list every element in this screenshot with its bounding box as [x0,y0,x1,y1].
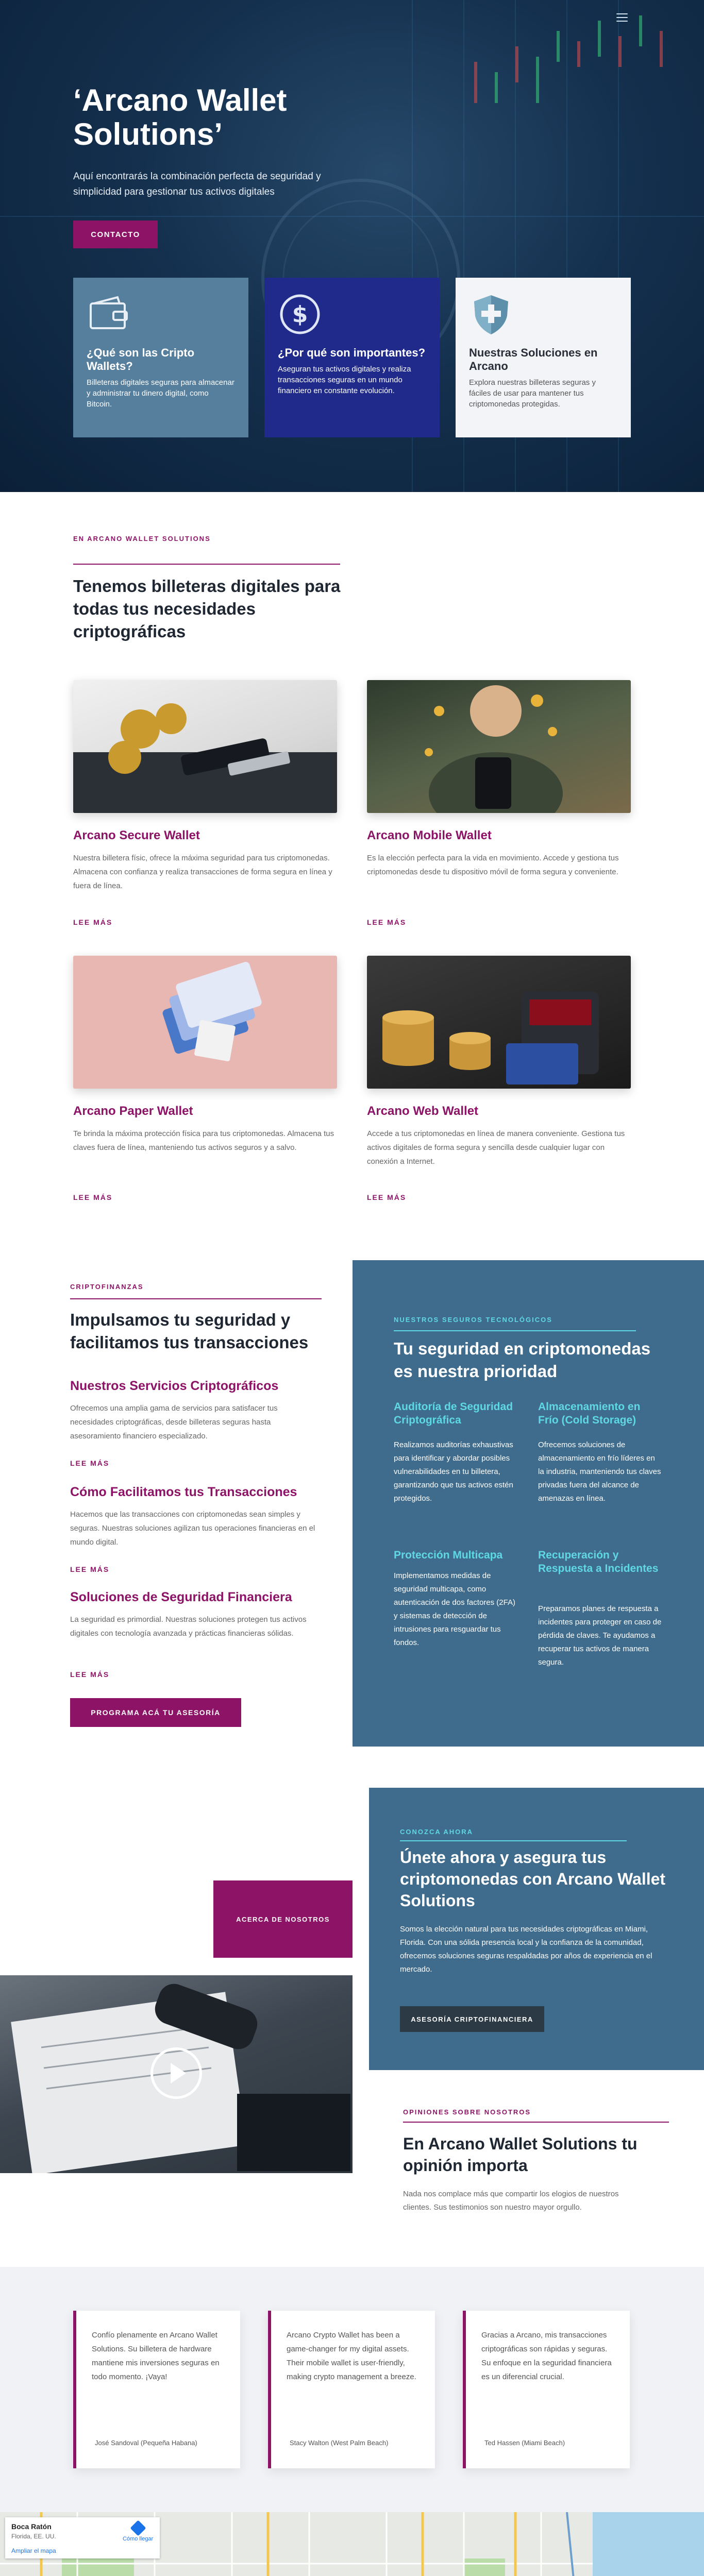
mobile-wallet-photo [367,680,631,813]
section-divider [400,1840,627,1841]
hero-title: ‘Arcano Wallet Solutions’ [73,83,287,151]
join-heading: Únete ahora y asegura tus criptomonedas con Arcano Wallet Solutions [400,1848,666,1910]
testimonial-card [463,2311,630,2468]
map-info-card [5,2517,160,2558]
services-heading: Impulsamos tu seguridad y facilitamos tus transacciones [70,1310,309,1352]
testimonial-quote: Gracias a Arcano, mis transacciones criptográficas son rápidas y seguras. Su enfoque en la seguridad financiera es un diferencial crucial. [481,2331,612,2381]
read-more-link[interactable]: LEE MÁS [73,1193,113,1201]
contact-button[interactable]: CONTACTO [73,221,158,248]
schedule-advisory-button[interactable]: PROGRAMA ACÁ TU ASESORÍA [70,1698,241,1727]
card-desc: Aseguran tus activos digitales y realiza transacciones seguras en un mundo financiero en constante evolución. [278,365,411,395]
directions-label: Cómo llegar [123,2536,154,2542]
opinions-desc: Nada nos complace más que compartir los elogios de nuestros clientes. Sus testimonios son nuestro mayor orgullo. [403,2190,619,2212]
testimonial-author: Ted Hassen (Miami Beach) [484,2439,565,2447]
tech-feature-title: Auditoría de Seguridad Criptográfica [394,1401,513,1426]
read-more-link[interactable]: LEE MÁS [73,918,113,926]
read-more-link[interactable]: LEE MÁS [367,1193,407,1201]
map-embed[interactable] [0,2512,704,2576]
tech-heading: Tu seguridad en criptomonedas es nuestra prioridad [394,1339,651,1381]
card-desc: Explora nuestras billeteras seguras y fáciles de usar para mantener tus criptomonedas protegidas. [469,378,596,409]
opinions-heading: En Arcano Wallet Solutions tu opinión importa [403,2134,638,2175]
testimonial-quote: Confío plenamente en Arcano Wallet Solutions. Su billetera de hardware mantiene mis inversiones seguras en todo momento. ¡Vaya! [92,2331,220,2381]
opinions-label: OPINIONES SOBRE NOSOTROS [403,2108,531,2116]
web-wallet-photo [367,956,631,1089]
coins-terminal-image [367,956,631,1089]
svg-text:$: $ [292,301,308,328]
service-title: Nuestros Servicios Criptográficos [70,1379,279,1393]
card-what-are-wallets [73,278,248,437]
section-divider [403,2122,669,2123]
product-title[interactable]: Arcano Secure Wallet [73,828,200,842]
card-our-solutions [456,278,631,437]
testimonial-card [268,2311,435,2468]
product-title[interactable]: Arcano Web Wallet [367,1104,479,1118]
service-desc: La seguridad es primordial. Nuestras soluciones protegen tus activos digitales con tecnología avanzada y prácticas financieras sólidas. [70,1615,307,1638]
card-title: ¿Qué son las Cripto Wallets? [87,346,195,372]
service-title: Cómo Facilitamos tus Transacciones [70,1485,297,1499]
read-more-link[interactable]: LEE MÁS [70,1670,110,1679]
service-desc: Ofrecemos una amplia gama de servicios para satisfacer tus necesidades criptográficas, desde billeteras seguras hasta asesoramiento financiero especializado. [70,1404,278,1440]
about-us-button[interactable]: ACERCA DE NOSOTROS [213,1880,353,1958]
card-desc: Billeteras digitales seguras para almacenar y administrar tu dinero digital, como Bitcoin. [87,378,234,409]
dollar-icon [278,292,322,336]
tech-panel [353,1260,704,1747]
service-desc: Hacemos que las transacciones con criptomonedas sean simples y seguras. Nuestras soluciones agilizan tus operaciones financieras en el mundo digital. [70,1510,315,1547]
map-region: Florida, EE. UU. [11,2533,56,2540]
cards-image [73,956,337,1089]
card-title: ¿Por qué son importantes? [278,346,426,359]
product-desc: Accede a tus criptomonedas en línea de manera conveniente. Gestiona tus activos digitales de forma segura y sencilla desde cualquier lugar con conexión a Internet. [367,1129,625,1166]
secure-wallet-photo [73,680,337,813]
products-heading: Tenemos billeteras digitales para todas tus necesidades criptográficas [73,577,341,641]
testimonial-quote: Arcano Crypto Wallet has been a game-changer for my digital assets. Their mobile wallet is user-friendly, making crypto management a breeze. [287,2331,416,2381]
section-divider [73,564,340,565]
hardware-wallet-image [73,680,337,813]
wallet-icon [87,292,131,336]
products-label: EN ARCANO WALLET SOLUTIONS [73,535,211,543]
product-desc: Nuestra billetera físic, ofrece la máxima seguridad para tus criptomonedas. Almacena con confianza y realiza transacciones de forma segura en línea y fuera de línea. [73,854,332,890]
tech-feature-desc: Realizamos auditorías exhaustivas para identificar y abordar posibles vulnerabilidades en tu billetera, garantizando que tus activos estén protegidos. [394,1440,513,1503]
phone-user-image [367,680,631,813]
read-more-link[interactable]: LEE MÁS [70,1565,110,1573]
section-divider [394,1330,636,1331]
paper-wallet-photo [73,956,337,1089]
crypto-advisory-button[interactable]: ASESORÍA CRIPTOFINANCIERA [400,2006,544,2032]
product-title[interactable]: Arcano Mobile Wallet [367,828,492,842]
tech-feature-title: Recuperación y Respuesta a Incidentes [538,1549,659,1574]
tech-feature-title: Protección Multicapa [394,1549,503,1561]
directions-link[interactable] [123,2522,153,2542]
map-place: Boca Ratón [11,2522,52,2531]
about-video[interactable] [0,1975,353,2173]
section-divider [70,1298,322,1299]
menu-icon[interactable] [616,13,628,22]
services-label: CRIPTOFINANZAS [70,1283,144,1291]
tech-feature-desc: Ofrecemos soluciones de almacenamiento en frío líderes en la industria, manteniendo tus claves privadas fuera del alcance de amenazas en línea. [538,1440,661,1503]
directions-icon [130,2520,146,2536]
testimonial-author: José Sandoval (Pequeña Habana) [95,2439,197,2447]
shield-icon [469,292,513,336]
product-title[interactable]: Arcano Paper Wallet [73,1104,193,1118]
tech-feature-desc: Implementamos medidas de seguridad multicapa, como autenticación de dos factores (2FA) y sistemas de detección de intrusiones para resguardar tus fondos. [394,1571,515,1647]
testimonial-card [73,2311,240,2468]
join-label: CONOZCA AHORA [400,1828,474,1836]
product-desc: Es la elección perfecta para la vida en movimiento. Accede y gestiona tus criptomonedas desde tu dispositivo móvil de forma segura y conveniente. [367,854,619,876]
play-icon[interactable] [150,2047,202,2099]
product-desc: Te brinda la máxima protección física para tus criptomonedas. Almacena tus claves fuera de línea, manteniendo tus activos seguros y a salvo. [73,1129,334,1152]
read-more-link[interactable]: LEE MÁS [367,918,407,926]
hero-subtitle: Aquí encontrarás la combinación perfecta de seguridad y simplicidad para gestionar tus activos digitales [73,171,321,197]
join-desc: Somos la elección natural para tus necesidades criptográficas en Miami, Florida. Con una sólida presencia local y la confianza de la comunidad, ofrecemos soluciones seguras respaldadas por años de experiencia en el mercado. [400,1925,652,1974]
service-title: Soluciones de Seguridad Financiera [70,1590,292,1604]
card-title: Nuestras Soluciones en Arcano [469,346,598,372]
join-panel [369,1788,704,2070]
tech-feature-title: Almacenamiento en Frío (Cold Storage) [538,1401,641,1426]
enlarge-map-link[interactable]: Ampliar el mapa [11,2547,56,2554]
tech-label: NUESTROS SEGUROS TECNOLÓGICOS [394,1316,552,1324]
tech-feature-desc: Preparamos planes de respuesta a incidentes para proteger en caso de pérdida de claves. Te ayudamos a recuperar tus activos de manera segura. [538,1604,662,1667]
hero-section [0,0,704,492]
card-why-important [264,278,440,437]
read-more-link[interactable]: LEE MÁS [70,1459,110,1467]
testimonial-author: Stacy Walton (West Palm Beach) [290,2439,389,2447]
